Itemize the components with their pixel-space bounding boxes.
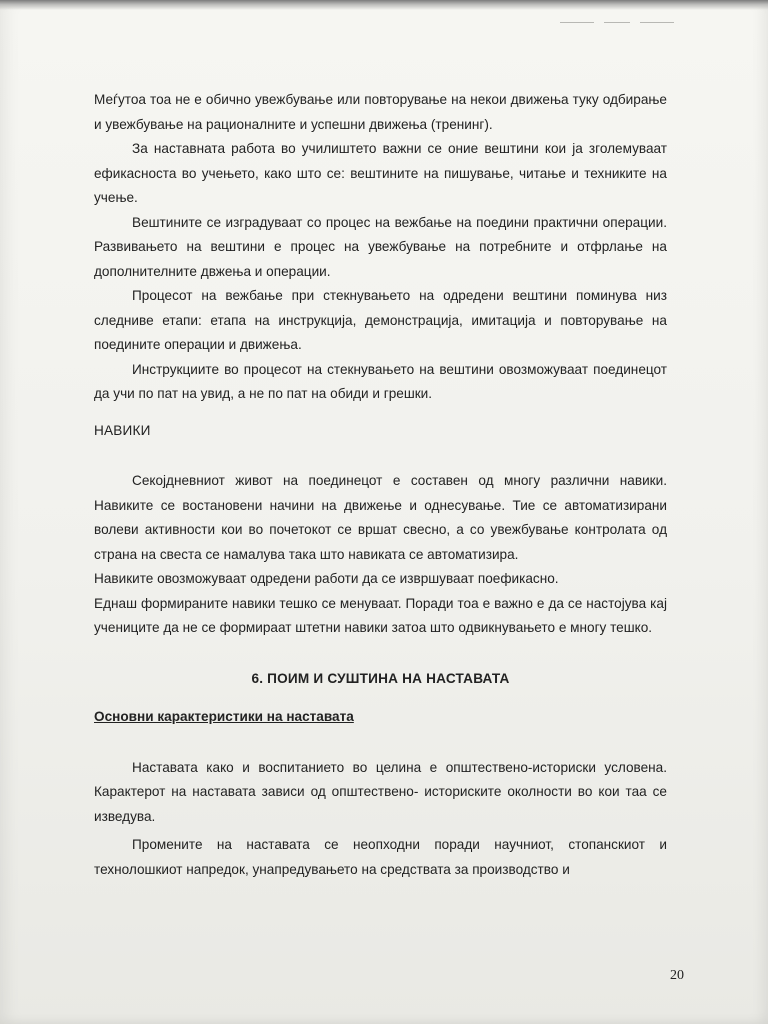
paragraph: Наставата како и воспитанието во целина е општествено-историски условена. Карактерот на наставата зависи од општествено- историските околности во кои таа се изведува. xyxy=(94,759,667,824)
chapter-title: 6. ПОИМ И СУШТИНА НА НАСТАВАТА xyxy=(251,670,510,686)
margin-dash-mark xyxy=(560,22,594,23)
page-content xyxy=(94,88,667,882)
paragraph: Процесот на вежбање при стекнувањето на одредени вештини поминува низ следниве етапи: етапа на инструкција, демонстрација, имитација и повторување на поедините операции и движења. xyxy=(94,288,667,352)
subsection-heading: Основни карактеристики на наставата xyxy=(94,709,354,724)
paragraph: Еднаш формираните навики тешко се менуваат. Поради тоа е важно е да се настојува кај учениците да не се формираат штетни навики затоа што одвикнувањето е многу тешко. xyxy=(94,595,667,635)
paragraph: Промените на наставата се неопходни поради научниот, стопанскиот и технолошкиот напредок, унапредувањето на средствата за производство и xyxy=(94,837,667,877)
section-heading-navyki: НАВИКИ xyxy=(94,422,151,438)
margin-dash-mark xyxy=(604,22,630,23)
paragraph: Инструкциите во процесот на стекнувањето на вештини овозможуваат поединецот да учи по пат на увид, а не по пат на обиди и грешки. xyxy=(94,361,667,401)
margin-dash-mark xyxy=(640,22,674,23)
paragraph: Навиките овозможуваат одредени работи да се извршуваат поефикасно. xyxy=(94,571,559,586)
page-number: 20 xyxy=(670,968,684,983)
paragraph: За наставната работа во училиштето важни се оние вештини кои ја зголемуваат ефикасноста во учењето, како што се: вештините на пишување, читање и техниките на учење. xyxy=(94,141,667,205)
paragraph: Секојдневниот живот на поединецот е составен од многу различни навики. Навиките се востановени начини на движење и однесување. Тие се автоматизирани волеви активности кои во почетокот се вршат свесно, а со увежбување контролата од страна на свеста се намалува така што навиката се автоматизира. xyxy=(94,473,667,562)
paragraph: Вештините се изградуваат со процес на вежбање на поедини практични операции. Развивањето на вештини е процес на увежбување на потребните и отфрлање на дополнителните двжења и операции. xyxy=(94,214,667,279)
paragraph: Меѓутоа тоа не е обично увежбување или повторување на некои движења туку одбирање и увежбување на рационалните и успешни движења (тренинг). xyxy=(94,92,667,132)
page-top-edge-shadow xyxy=(0,0,768,10)
